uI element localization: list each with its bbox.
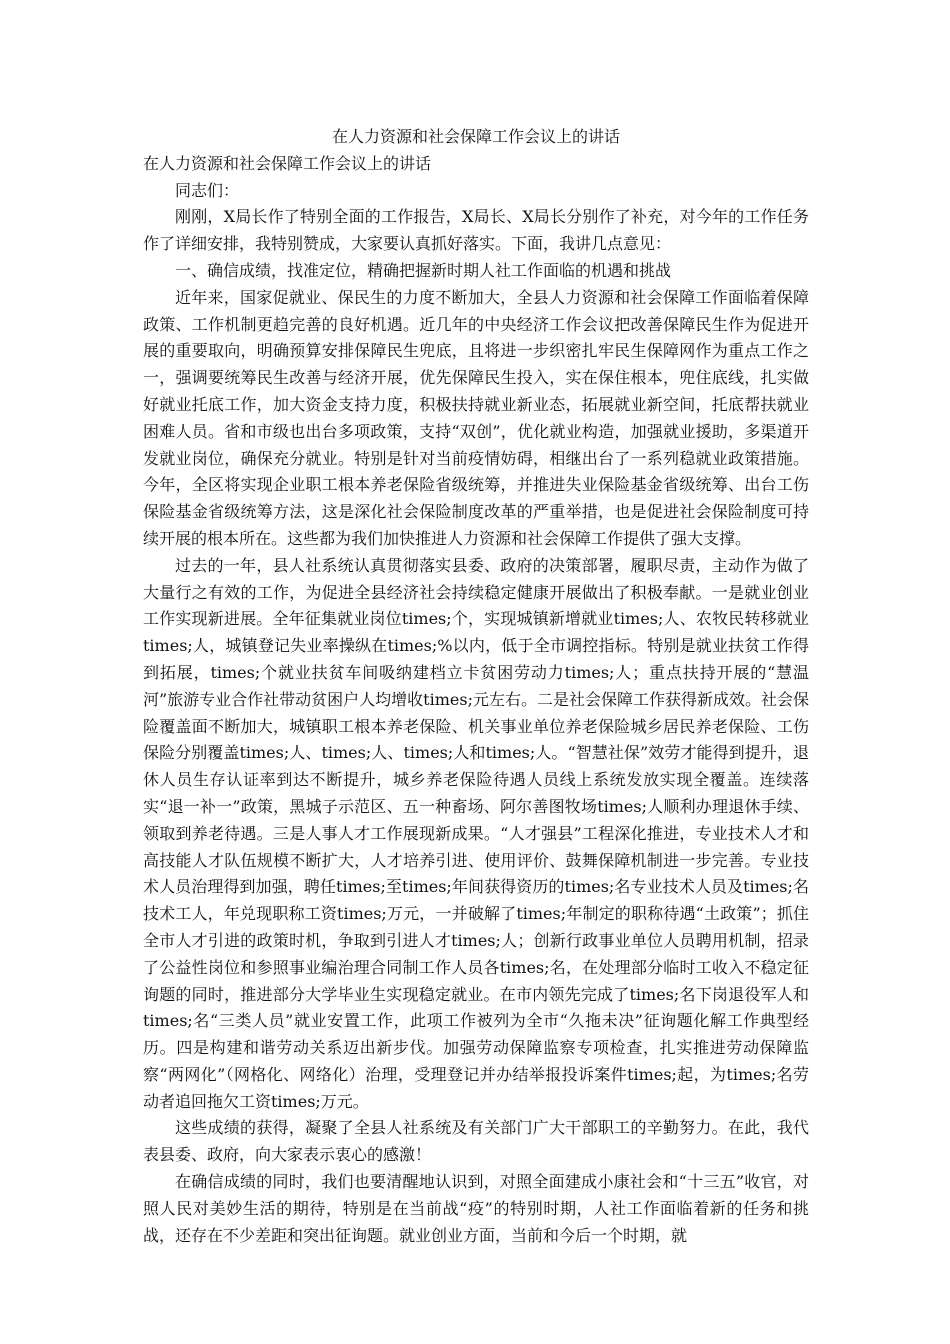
paragraph-opportunities: 近年来，国家促就业、保民生的力度不断加大，全县人力资源和社会保障工作面临着保障政策、工作机制更趋完善的良好机遇。近几年的中央经济工作会议把改善保障民生作为促进开展的重要取向，明确预算安排保障民生兜底，且将进一步织密扎牢民生保障网作为重点工作之一，强调要统筹民生改善与经济开展，优先保障民生投入，实在保住根本，兜住底线，扎实做好就业托底工作，加大资金支持力度，积极扶持就业新业态，拓展就业新空间，托底帮扶就业困难人员。省和市级也出台多项政策，支持“双创”，优化就业构造，加强就业援助，多渠道开发就业岗位，确保充分就业。特别是针对当前疫情妨碍，相继出台了一系列稳就业政策措施。今年，全区将实现企业职工根本养老保险省级统筹，并推进失业保险基金省级统筹、出台工伤保险基金省级统筹方法，这是深化社会保险制度改革的严重举措，也是促进社会保险制度可持续开展的根本所在。这些都为我们加快推进人力资源和社会保障工作提供了强大支撑。 bbox=[143, 287, 809, 548]
greeting: 同志们： bbox=[175, 180, 240, 200]
paragraph-opening: 刚刚，X局长作了特别全面的工作报告，X局长、X局长分别作了补充，对今年的工作任务作了详细安排，我特别赞成，大家要认真抓好落实。下面，我讲几点意见： bbox=[143, 207, 809, 254]
document-page bbox=[143, 124, 809, 1249]
document-subtitle: 在人力资源和社会保障工作会议上的讲话 bbox=[143, 153, 432, 173]
document-title: 在人力资源和社会保障工作会议上的讲话 bbox=[331, 127, 620, 146]
paragraph-achievements: 过去的一年，县人社系统认真贯彻落实县委、政府的决策部署，履职尽责，主动作为做了大量行之有效的工作，为促进全县经济社会持续稳定健康开展做出了积极奉献。一是就业创业工作实现新进展。全年征集就业岗位times;个，实现城镇新增就业times;人、农牧民转移就业times;人，城镇登记失业率操纵在times;%以内，低于全市调控指标。特别是就业扶贫工作得到拓展，times;个就业扶贫车间吸纳建档立卡贫困劳动力times;人；重点扶持开展的“慧温河”旅游专业合作社带动贫困户人均增收times;元左右。二是社会保障工作获得新成效。社会保险覆盖面不断加大，城镇职工根本养老保险、机关事业单位养老保险城乡居民养老保险、工伤保险分别覆盖times;人、times;人、times;人和times;人。“智慧社保”效劳才能得到提升，退休人员生存认证率到达不断提升，城乡养老保险待遇人员线上系统发放实现全覆盖。连续落实“退一补一”政策，黑城子示范区、五一种畜场、阿尔善图牧场times;人顺利办理退休手续、领取到养老待遇。三是人事人才工作展现新成果。“人才强县”工程深化推进，专业技术人才和高技能人才队伍规模不断扩大，人才培养引进、使用评价、鼓舞保障机制进一步完善。专业技术人员治理得到加强，聘任times;至times;年间获得资历的times;名专业技术人员及times;名技术工人，年兑现职称工资times;万元，一并破解了times;年制定的职称待遇“土政策”；抓住全市人才引进的政策时机，争取到引进人才times;人；创新行政事业单位人员聘用机制，招录了公益性岗位和参照事业编治理合同制工作人员各times;名，在处理部分临时工收入不稳定征询题的同时，推进部分大学毕业生实现稳定就业。在市内领先完成了times;名下岗退役军人和times;名“三类人员”就业安置工作，此项工作被列为全市“久拖未决”征询题化解工作典型经历。四是构建和谐劳动关系迈出新步伐。加强劳动保障监察专项检查，扎实推进劳动保障监察“两网化”（网格化、网络化）治理，受理登记并办结举报投诉案件times;起，为times;名劳动者追回拖欠工资times;万元。 bbox=[143, 555, 809, 1111]
section-heading-1: 一、确信成绩，找准定位，精确把握新时期人社工作面临的机遇和挑战 bbox=[175, 260, 672, 280]
paragraph-challenges: 在确信成绩的同时，我们也要清醒地认识到，对照全面建成小康社会和“十三五”收官，对照人民对美妙生活的期待，特别是在当前战“疫”的特别时期，人社工作面临着新的任务和挑战，还存在不少差距和突出征询题。就业创业方面，当前和今后一个时期，就 bbox=[143, 1172, 809, 1245]
paragraph-thanks: 这些成绩的获得，凝聚了全县人社系统及有关部门广大干部职工的辛勤努力。在此，我代表县委、政府，向大家表示衷心的感激！ bbox=[143, 1118, 809, 1165]
